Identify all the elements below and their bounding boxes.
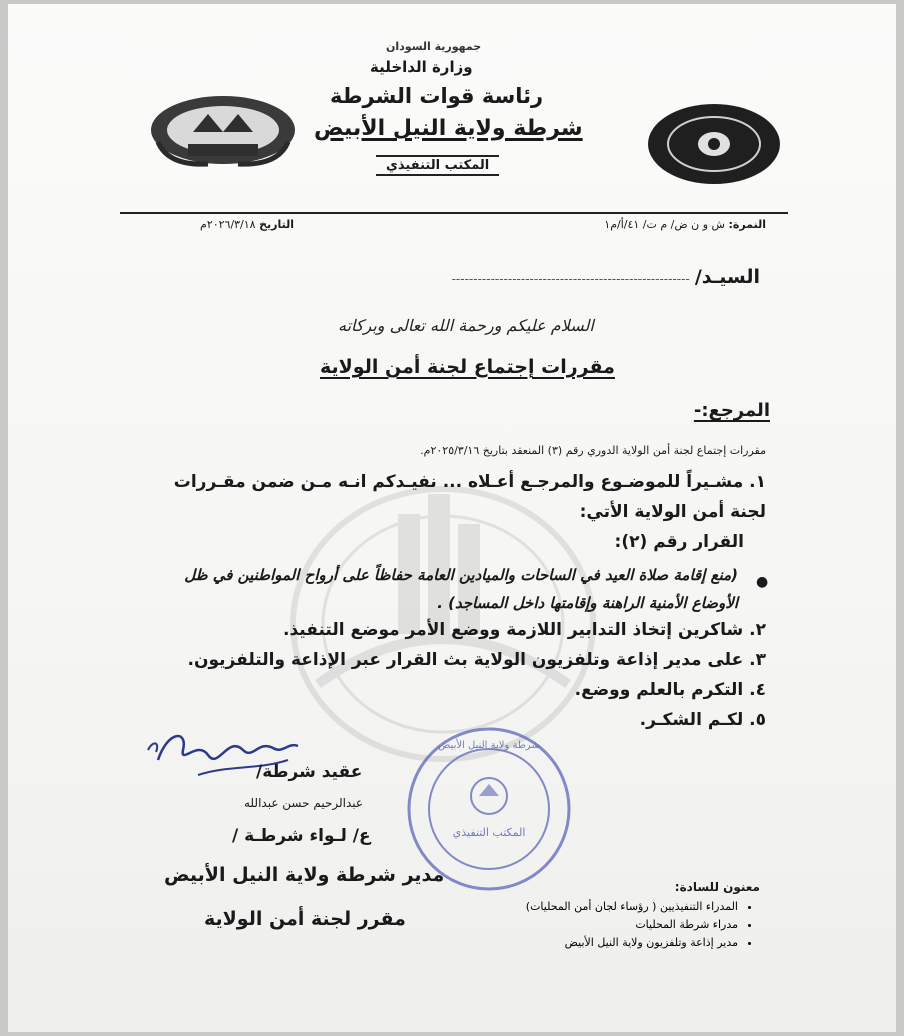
stamp-inner-text: المكتب التنفيذي [452,826,526,839]
header-divider [120,212,788,214]
cc-item: • مدراء شرطة المحليات [526,918,738,931]
cc-item: • المدراء التنفيذيين ( رؤساء لجان أمن المحليات) [526,900,738,913]
document-sheet [8,4,896,1032]
reference-text: مقررات إجتماع لجنة أمن الولاية الدوري رقم (٣) المنعقد بتاريخ ٢٠٢٥/٣/١٦م. [420,444,766,457]
police-wreath-logo [148,92,298,172]
reference-label: المرجع:- [693,400,770,421]
decision-line-2: الأوضاع الأمنية الراهنة وإقامتها داخل المساجد) . [437,594,738,612]
addressee-line [452,266,760,288]
item-1-line-2: لجنة أمن الولاية الأتي: [579,502,766,522]
cc-label: معنون للسادة: [674,880,760,894]
decision-bullet: ● [756,574,769,590]
letter-title: مقررات إجتماع لجنة أمن الولاية [320,356,615,378]
reference-number [604,218,766,231]
item-1-line-1: ١. مشـيراً للموضـوع والمرجـع أعـلاه ... نفيـدكم انـه مـن ضمن مقـررات [173,472,766,492]
office-stamp [404,724,574,894]
date-label: التاريخ [259,218,295,231]
item-2: ٢. شاكرين إتخاذ التدابير اللازمة ووضع الأمر موضع التنفيذ. [283,620,766,640]
state-police-title: شرطة ولاية النيل الأبيض [314,116,583,141]
signatory-rank: عقيد شرطة/ [256,762,363,782]
number-label: النمرة: [728,218,766,231]
item-3: ٣. على مدير إذاعة وتلفزيون الولاية بث القرار عبر الإذاعة والتلفزيون. [187,650,766,670]
stamp-outer-text: شرطة ولاية النيل الأبيض [438,740,540,751]
executive-office-title: المكتب التنفيذي [376,155,499,176]
number-value: ش و ن ض/ م ت/ ٤١/أ/م١ [604,218,725,231]
state-police-seal [646,102,782,186]
cc-item: • مدير إذاعة وتلفزيون ولاية النيل الأبيض [526,936,738,949]
cc-list [526,900,756,954]
item-5: ٥. لكـم الشكـر. [639,710,766,730]
addressee-label: السيـد/ [694,266,760,288]
signatory-for-line: ع/ لـواء شرطـة / [232,826,371,846]
ministry-name: وزارة الداخلية [370,58,473,76]
signatory-name: عبدالرحيم حسن عبدالله [244,796,364,810]
reference-date [200,218,294,231]
header-top-line: جمهورية السودان [386,40,482,53]
item-4: ٤. التكرم بالعلم ووضع. [574,680,766,700]
signatory-role: مقرر لجنة أمن الولاية [204,908,406,930]
date-value: ٢٠٢٦/٣/١٨م [200,218,256,231]
signatory-position: مدير شرطة ولاية النيل الأبيض [164,864,445,886]
greeting: السلام عليكم ورحمة الله تعالى وبركاته [338,316,594,335]
decision-label: القرار رقم (٢): [614,532,744,552]
addressee-blank: ------------------------------------------------------- [451,272,690,286]
decision-line-1: (منع إقامة صلاة العيد في الساحات والميادين العامة حفاظاً على أرواح المواطنين في ظل [184,566,738,584]
police-forces-title: رئاسة قوات الشرطة [330,84,544,108]
